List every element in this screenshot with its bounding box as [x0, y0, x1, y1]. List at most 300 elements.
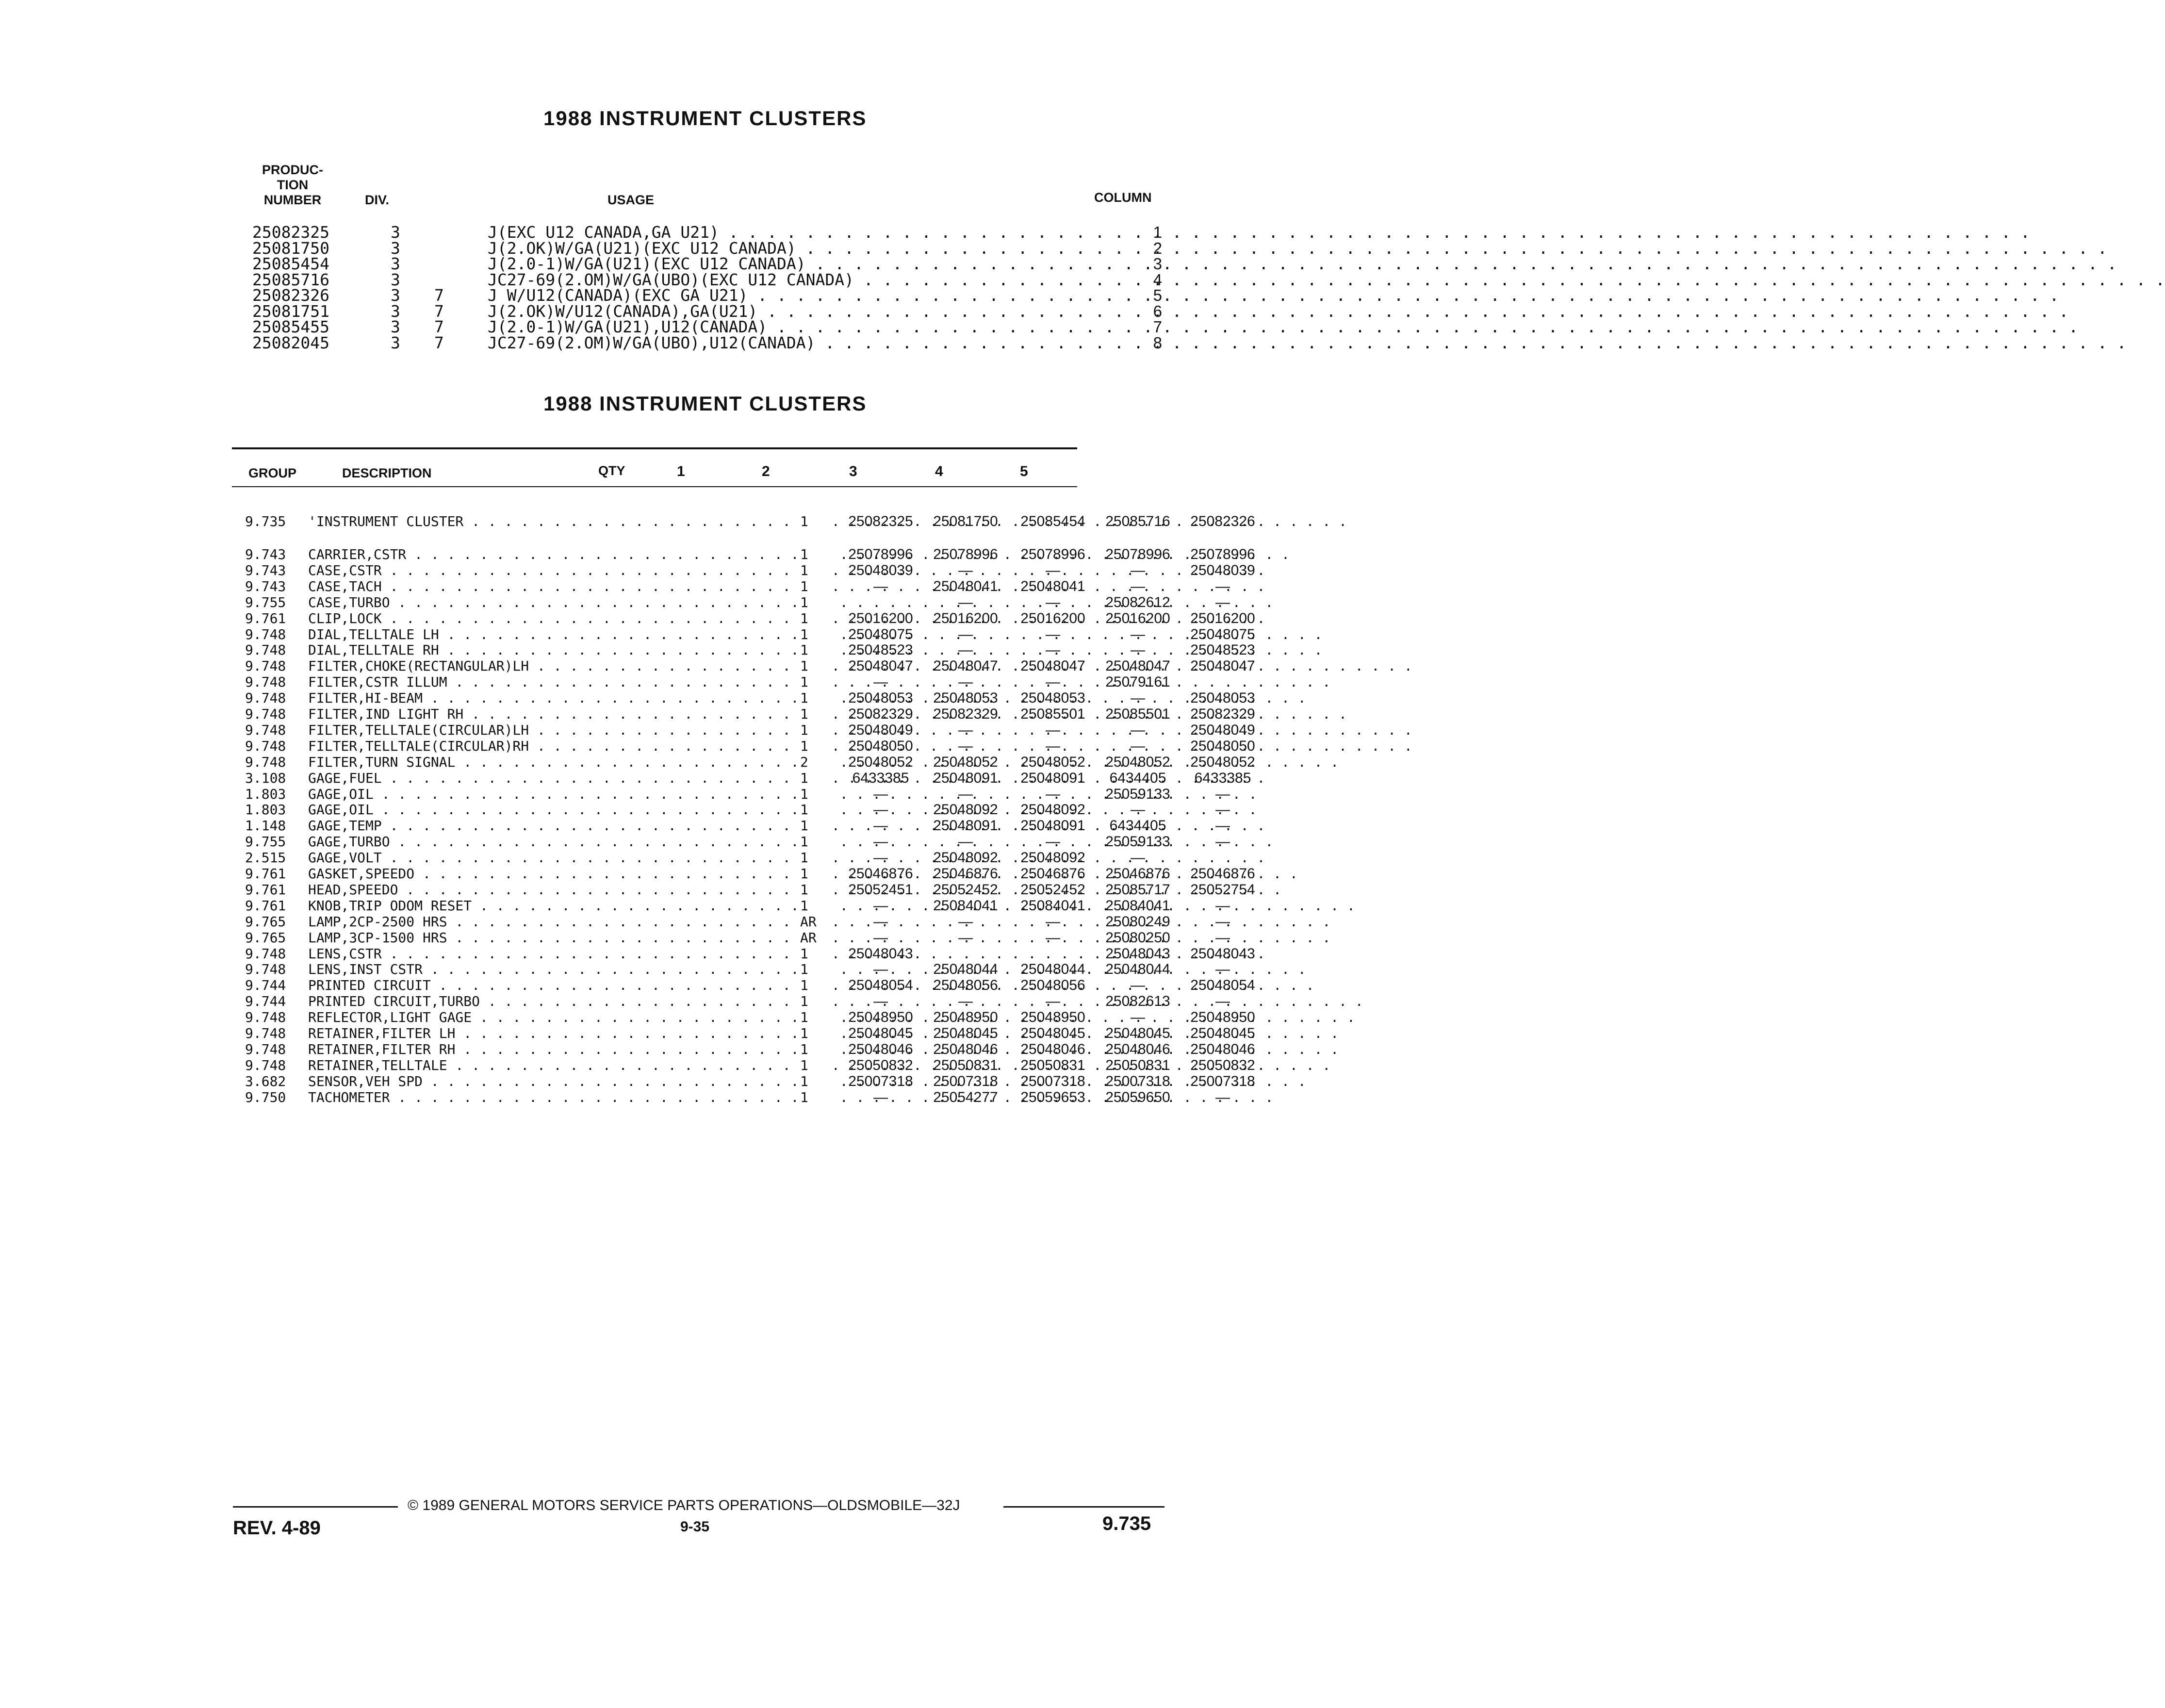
col2-value: 25048045 — [933, 1025, 998, 1041]
description: LENS,CSTR . . . — [308, 946, 798, 962]
parts-row — [245, 945, 1255, 962]
col3-value: 25048053 — [1020, 690, 1085, 706]
group-number: 9.755 — [245, 834, 286, 850]
usage-header: USAGE — [607, 193, 655, 207]
col3-value: 25048056 — [1020, 977, 1085, 994]
group-number: 1.148 — [245, 818, 286, 834]
qty: 1 — [798, 802, 834, 818]
col2-value: 25048046 — [933, 1041, 998, 1057]
col1-value: — — [873, 929, 888, 946]
group-number: 9.748 — [245, 642, 286, 658]
qty: 1 — [798, 578, 834, 594]
qty: 1 — [798, 626, 834, 642]
col4-value: 25048043 — [1105, 945, 1170, 962]
parts-row — [245, 578, 1230, 594]
col4-value: — — [1131, 690, 1145, 706]
description: PRINTED CIRCUIT,TURBO . . . — [308, 993, 798, 1009]
col5-value: — — [1215, 802, 1230, 818]
col5-value: 25050832 — [1190, 1057, 1255, 1073]
group-number: 9.748 — [245, 658, 286, 674]
parts-row — [245, 1009, 1255, 1026]
col4-value: — — [1131, 578, 1145, 594]
usage-row — [252, 256, 1165, 272]
col2-value: 25007318 — [933, 1073, 998, 1089]
col4-value: 25080250 — [1105, 929, 1170, 946]
col5-value: — — [1215, 818, 1230, 834]
parts-row — [245, 770, 1251, 786]
qty: 1 — [798, 834, 834, 850]
parts-row — [245, 1041, 1255, 1057]
group-number: 9.743 — [245, 546, 286, 562]
description: CLIP,LOCK . . . — [308, 610, 798, 626]
col3-value: — — [1046, 913, 1060, 930]
parts-row — [245, 594, 1230, 610]
parts-row — [245, 977, 1255, 994]
qty: 1 — [798, 562, 834, 578]
description: FILTER,CSTR ILLUM . . . — [308, 674, 798, 690]
col3-value: 25048052 — [1020, 754, 1085, 770]
qty: 1 — [798, 658, 834, 674]
col3-value: 25007318 — [1020, 1073, 1085, 1089]
col4-value: 25007318 — [1105, 1073, 1170, 1089]
parts-row — [245, 738, 1255, 754]
col3-value: 25052452 — [1020, 881, 1085, 898]
group-header: GROUP — [248, 466, 297, 480]
parts-row — [245, 818, 1230, 834]
col3-value: 25048950 — [1020, 1009, 1085, 1026]
col2-value: 25078996 — [933, 546, 998, 562]
col5-value: 25048046 — [1190, 1041, 1255, 1057]
production-number: 25082326 — [252, 286, 329, 305]
col4-value: 25046876 — [1105, 866, 1170, 882]
col5-value: — — [1215, 961, 1230, 978]
col1-value: 25048043 — [848, 945, 913, 962]
group-number: 9.743 — [245, 578, 286, 594]
col3-value: 25048041 — [1020, 578, 1085, 594]
col4-value: 25048052 — [1105, 754, 1170, 770]
group-number: 9.748 — [245, 1041, 286, 1057]
col5-value: — — [1215, 594, 1230, 610]
revision-label: REV. 4-89 — [233, 1517, 321, 1539]
col5-value: 25082326 — [1190, 513, 1255, 529]
col2-value: — — [958, 786, 973, 802]
col2-value: 25052452 — [933, 881, 998, 898]
col2-value: 25081750 — [933, 513, 998, 529]
production-number: 25081750 — [252, 238, 329, 258]
qty: 1 — [798, 610, 834, 626]
col1-value: — — [873, 802, 888, 818]
production-number: 25082325 — [252, 223, 329, 242]
col1-value: 25007318 — [848, 1073, 913, 1089]
col2-value: — — [958, 626, 973, 642]
col4-value: 25048046 — [1105, 1041, 1170, 1057]
col4-value: 25048044 — [1105, 961, 1170, 978]
col2-value: 25048056 — [933, 977, 998, 994]
col1-value: — — [873, 897, 888, 914]
parts-table-top-rule — [232, 447, 1077, 449]
col4-value: 25080249 — [1105, 913, 1170, 930]
col5-value: — — [1215, 834, 1230, 850]
division: 3 — [391, 270, 400, 289]
description: KNOB,TRIP ODOM RESET . . . — [308, 898, 798, 914]
col2-value: — — [958, 722, 973, 738]
usage-row — [252, 272, 1165, 288]
col4-value: 25059650 — [1105, 1089, 1170, 1105]
col5-value: 25048523 — [1190, 642, 1255, 658]
description: CASE,TURBO . . . — [308, 594, 798, 610]
description-header: DESCRIPTION — [342, 466, 432, 480]
description: GAGE,TURBO . . . — [308, 834, 798, 850]
column-number: 5 — [1153, 286, 1162, 304]
division-secondary: 7 — [434, 286, 444, 305]
qty: 2 — [798, 754, 834, 770]
parts-row — [245, 706, 1255, 722]
parts-row — [245, 658, 1255, 674]
production-number: 25081751 — [252, 301, 329, 321]
qty: 1 — [798, 882, 834, 898]
column-number: 6 — [1153, 302, 1162, 320]
description: TACHOMETER . . . — [308, 1089, 798, 1105]
col4-value: — — [1131, 642, 1145, 658]
col4-value: 25085717 — [1105, 881, 1170, 898]
col4-value: — — [1131, 562, 1145, 578]
col5-value: 25078996 — [1190, 546, 1255, 562]
col2-value: 25048092 — [933, 802, 998, 818]
description: SENSOR,VEH SPD . . . — [308, 1073, 798, 1089]
group-number: 9.748 — [245, 1057, 286, 1073]
col2-header: 2 — [762, 463, 770, 479]
col1-value: — — [873, 834, 888, 850]
footer-right-rule — [1003, 1506, 1165, 1508]
qty: 1 — [798, 946, 834, 962]
parts-row — [245, 546, 1255, 562]
group-number: 9.761 — [245, 610, 286, 626]
usage-row — [252, 303, 1165, 319]
group-number: 9.748 — [245, 706, 286, 722]
description: DIAL,TELLTALE RH . . . — [308, 642, 798, 658]
col1-value: — — [873, 961, 888, 978]
col2-value: — — [958, 594, 973, 610]
production-number: 25082045 — [252, 333, 329, 352]
col4-header: 4 — [935, 463, 943, 479]
description: RETAINER,TELLTALE . . . — [308, 1057, 798, 1073]
qty: 1 — [798, 722, 834, 738]
col5-value: — — [1215, 1089, 1230, 1105]
qty: 1 — [798, 642, 834, 658]
parts-row — [245, 961, 1230, 978]
production-number-header: PRODUC- TION NUMBER — [262, 163, 323, 207]
qty: 1 — [798, 674, 834, 690]
description: GAGE,TEMP . . . — [308, 818, 798, 834]
col2-value: 25046876 — [933, 866, 998, 882]
col3-value: 25048047 — [1020, 658, 1085, 674]
column-number: 2 — [1153, 239, 1162, 257]
parts-row — [245, 786, 1230, 802]
col2-value: 25048044 — [933, 961, 998, 978]
parts-title: 1988 INSTRUMENT CLUSTERS — [543, 392, 867, 415]
description: FILTER,TURN SIGNAL . . . — [308, 754, 798, 770]
parts-row — [245, 1057, 1255, 1073]
group-number: 3.108 — [245, 770, 286, 786]
col5-value: 25007318 — [1190, 1073, 1255, 1089]
column-header: COLUMN — [1094, 190, 1152, 205]
group-number: 9.735 — [245, 513, 286, 529]
col3-value: 25048092 — [1020, 802, 1085, 818]
footer-left-rule — [233, 1506, 398, 1508]
qty: 1 — [798, 818, 834, 834]
col4-value: 25048045 — [1105, 1025, 1170, 1041]
group-number: 9.765 — [245, 913, 286, 930]
qty: 1 — [798, 1057, 834, 1073]
parts-row — [245, 610, 1255, 626]
col1-value: 25048047 — [848, 658, 913, 674]
col3-value: — — [1046, 594, 1060, 610]
parts-table-header-rule — [232, 486, 1077, 487]
parts-row — [245, 866, 1255, 882]
col1-value: 25048046 — [848, 1041, 913, 1057]
col1-value: 25082329 — [848, 706, 913, 722]
description: CASE,CSTR . . . — [308, 562, 798, 578]
division-secondary: 7 — [434, 317, 444, 336]
col4-value: 25082613 — [1105, 993, 1170, 1010]
col3-value: — — [1046, 626, 1060, 642]
production-number: 25085454 — [252, 254, 329, 273]
usage-title: 1988 INSTRUMENT CLUSTERS — [543, 107, 867, 130]
group-number: 9.748 — [245, 738, 286, 754]
col1-value: — — [873, 913, 888, 930]
col3-value: 25046876 — [1020, 866, 1085, 882]
group-number: 9.761 — [245, 881, 286, 898]
group-number: 2.515 — [245, 850, 286, 866]
col2-value: 25048053 — [933, 690, 998, 706]
parts-row — [245, 897, 1230, 914]
column-number: 7 — [1153, 318, 1162, 336]
parts-row — [245, 834, 1230, 850]
description: GAGE,FUEL . . . — [308, 770, 798, 786]
parts-row-instrument-cluster — [245, 513, 1255, 529]
group-number: 9.748 — [245, 722, 286, 738]
parts-row — [245, 881, 1255, 898]
col2-value: 25054277 — [933, 1089, 998, 1105]
col2-value: 25048092 — [933, 850, 998, 866]
col5-header: 5 — [1020, 463, 1028, 479]
col2-value: — — [958, 642, 973, 658]
parts-row — [245, 913, 1230, 930]
qty: 1 — [798, 1089, 834, 1105]
group-number: 9.750 — [245, 1089, 286, 1105]
col5-value: 25048043 — [1190, 945, 1255, 962]
usage-text: JC27-69(2.OM)W/GA(UBO),U12(CANADA) . . . — [488, 335, 1118, 351]
col5-value: 25082329 — [1190, 706, 1255, 722]
col5-value: 25052754 — [1190, 881, 1255, 898]
copyright-line: © 1989 GENERAL MOTORS SERVICE PARTS OPERATIONS—OLDSMOBILE—32J — [408, 1497, 960, 1513]
col2-value: — — [958, 674, 973, 690]
qty: 1 — [798, 898, 834, 914]
col1-value: 25048039 — [848, 562, 913, 578]
description: GAGE,VOLT . . . — [308, 850, 798, 866]
col3-value: 25048091 — [1020, 818, 1085, 834]
col3-value: — — [1046, 786, 1060, 802]
col2-value: 25048091 — [933, 818, 998, 834]
description: GAGE,OIL . . . — [308, 802, 798, 818]
usage-text: J W/U12(CANADA)(EXC GA U21) . . . — [488, 287, 1118, 303]
usage-text: JC27-69(2.OM)W/GA(UBO)(EXC U12 CANADA) . . . — [488, 272, 1118, 288]
column-number: 1 — [1153, 223, 1162, 241]
col5-value: 25016200 — [1190, 610, 1255, 626]
col4-value: 25016200 — [1105, 610, 1170, 626]
col3-value: 25048046 — [1020, 1041, 1085, 1057]
col1-value: 25048523 — [848, 642, 913, 658]
col1-value: 25048050 — [848, 738, 913, 754]
col3-value: 25048045 — [1020, 1025, 1085, 1041]
col1-value: — — [873, 1089, 888, 1105]
col4-value: 25059133 — [1105, 786, 1170, 802]
division-secondary: 7 — [434, 333, 444, 352]
col4-value: — — [1131, 850, 1145, 866]
div-header: DIV. — [365, 193, 390, 207]
col2-value: — — [958, 993, 973, 1010]
col5-value: 25048950 — [1190, 1009, 1255, 1026]
division-secondary: 7 — [434, 301, 444, 321]
col3-value: 25085501 — [1020, 706, 1085, 722]
col1-value: 25016200 — [848, 610, 913, 626]
qty: 1 — [798, 786, 834, 802]
col3-value: — — [1046, 642, 1060, 658]
col3-value: 25059653 — [1020, 1089, 1085, 1105]
col3-value: — — [1046, 562, 1060, 578]
col2-value: 25082329 — [933, 706, 998, 722]
description: FILTER,CHOKE(RECTANGULAR)LH . . . — [308, 658, 798, 674]
page-number: 9-35 — [680, 1519, 710, 1535]
group-number: 9.748 — [245, 961, 286, 978]
col3-value: 25048044 — [1020, 961, 1085, 978]
col1-value: — — [873, 850, 888, 866]
qty: 1 — [798, 770, 834, 786]
usage-row — [252, 240, 1165, 256]
usage-text: J(2.OK)W/GA(U21)(EXC U12 CANADA) . . . — [488, 240, 1118, 256]
col1-value: — — [873, 993, 888, 1010]
qty: 1 — [798, 993, 834, 1009]
group-number: 9.748 — [245, 674, 286, 690]
group-number: 9.748 — [245, 754, 286, 770]
col5-value: 25048054 — [1190, 977, 1255, 994]
production-number: 25085455 — [252, 317, 329, 336]
description: CARRIER,CSTR . . . — [308, 546, 798, 562]
col1-value: 25050832 — [848, 1057, 913, 1073]
col1-value: 25048049 — [848, 722, 913, 738]
usage-text: J(2.0-1)W/GA(U21)(EXC U12 CANADA) . . . — [488, 256, 1118, 272]
col1-value: 25048052 — [848, 754, 913, 770]
description: RETAINER,FILTER LH . . . — [308, 1025, 798, 1041]
group-number: 9.748 — [245, 1009, 286, 1026]
col2-value: — — [958, 834, 973, 850]
col2-value: — — [958, 738, 973, 754]
col3-header: 3 — [849, 463, 857, 479]
col2-value: 25048091 — [933, 770, 998, 786]
col4-value: 25048047 — [1105, 658, 1170, 674]
col3-value: — — [1046, 674, 1060, 690]
parts-row — [245, 929, 1230, 946]
usage-text: J(EXC U12 CANADA,GA U21) . . . — [488, 224, 1118, 240]
qty: 1 — [798, 513, 834, 529]
parts-row — [245, 642, 1255, 658]
description: FILTER,TELLTALE(CIRCULAR)RH . . . — [308, 738, 798, 754]
usage-row — [252, 319, 1165, 335]
parts-row — [245, 674, 1170, 690]
group-number: 9.761 — [245, 897, 286, 914]
group-number: 3.682 — [245, 1073, 286, 1089]
col1-value: — — [873, 578, 888, 594]
description: REFLECTOR,LIGHT GAGE . . . — [308, 1009, 798, 1025]
col5-value: 25048049 — [1190, 722, 1255, 738]
col4-value: 25050831 — [1105, 1057, 1170, 1073]
col1-value: 25048075 — [848, 626, 913, 642]
division: 3 — [391, 333, 400, 352]
parts-row — [245, 562, 1255, 578]
description: HEAD,SPEEDO . . . — [308, 882, 798, 898]
col3-value: — — [1046, 834, 1060, 850]
col5-value: 25048050 — [1190, 738, 1255, 754]
col1-value: 25078996 — [848, 546, 913, 562]
section-number: 9.735 — [1102, 1513, 1151, 1534]
group-number: 1.803 — [245, 786, 286, 802]
group-number: 9.761 — [245, 866, 286, 882]
production-number: 25085716 — [252, 270, 329, 289]
parts-row — [245, 1089, 1230, 1105]
group-number: 9.743 — [245, 562, 286, 578]
group-number: 9.748 — [245, 690, 286, 706]
description: DIAL,TELLTALE LH . . . — [308, 626, 798, 642]
parts-row — [245, 802, 1230, 818]
col5-value: 25048039 — [1190, 562, 1255, 578]
col2-value: 25048950 — [933, 1009, 998, 1026]
qty: 1 — [798, 1025, 834, 1041]
col1-value: 25082325 — [848, 513, 913, 529]
division: 3 — [391, 223, 400, 242]
col1-value: 25046876 — [848, 866, 913, 882]
col4-value: 6434405 — [1109, 770, 1166, 786]
usage-row — [252, 335, 1165, 351]
col4-value: 25079161 — [1105, 674, 1170, 690]
col3-value: 25050831 — [1020, 1057, 1085, 1073]
col5-value: — — [1215, 578, 1230, 594]
group-number: 9.748 — [245, 1025, 286, 1041]
division: 3 — [391, 317, 400, 336]
group-number: 9.744 — [245, 993, 286, 1010]
col4-value: — — [1131, 738, 1145, 754]
col1-value: — — [873, 786, 888, 802]
col1-value: — — [873, 674, 888, 690]
parts-row — [245, 690, 1255, 706]
description: LAMP,3CP-1500 HRS . . . — [308, 930, 798, 946]
qty: 1 — [798, 1073, 834, 1089]
usage-text: J(2.OK)W/U12(CANADA),GA(U21) . . . — [488, 303, 1118, 319]
col1-value: 25048053 — [848, 690, 913, 706]
col5-value: 25048045 — [1190, 1025, 1255, 1041]
parts-row — [245, 850, 1145, 866]
col3-value: — — [1046, 929, 1060, 946]
col1-value: 25048045 — [848, 1025, 913, 1041]
col1-header: 1 — [677, 463, 685, 479]
col3-value: 25048092 — [1020, 850, 1085, 866]
qty: 1 — [798, 706, 834, 722]
qty: 1 — [798, 866, 834, 882]
description: LENS,INST CSTR . . . — [308, 961, 798, 977]
qty: 1 — [798, 961, 834, 977]
qty: AR — [798, 930, 834, 946]
group-number: 9.748 — [245, 626, 286, 642]
col5-value: — — [1215, 993, 1230, 1010]
